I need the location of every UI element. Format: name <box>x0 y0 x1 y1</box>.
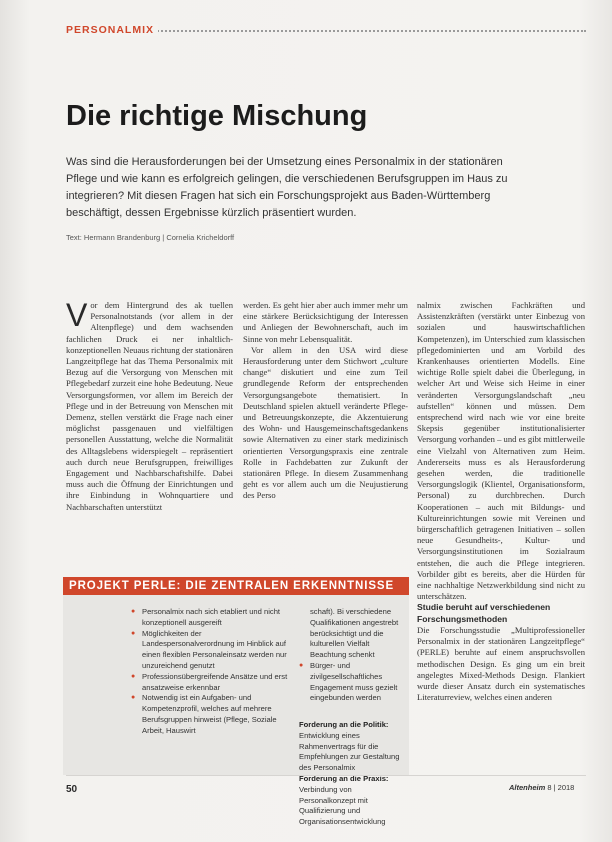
text-column-3 <box>417 300 585 703</box>
text-column-1 <box>66 297 233 513</box>
list-item: ● Professionsübergreifende Ansätze und erst ansatzweise erkennbar <box>131 672 289 694</box>
magazine-name: Altenheim <box>509 783 546 792</box>
section-label <box>66 20 586 36</box>
author-credits: Text: Hermann Brandenburg | Cornelia Kricheldorff <box>66 233 235 242</box>
column-2-paragraph-2: Vor allem in den USA wird diese Herausforderung unter dem Stichwort „culture change“ diskutiert und eine zum Teil grundlegende Reform der entsprechenden Versorgungsangebote thematisiert. In Deutschland spielen aktuell veränderte Pflege- und Betreuungskonzepte, die Akzentuierung des Wohn- und Hausgemeinschaftsgedankens sowie Alternativen zu einer stark medizinisch orientierten Versorgungspraxis eine zentrale Rolle in Fachdebatten zur Zukunft der stationären Pflege. In diesem Zusammenhang geht es vor allem auch um die Neujustierung des Perso <box>243 344 408 501</box>
column-3-subhead: Studie beruht auf verschiedenen Forschungsmethoden <box>417 602 551 624</box>
footer-rule <box>66 775 586 776</box>
issue-number: 8 | 2018 <box>547 783 575 792</box>
demand-practice-label: Forderung an die Praxis: <box>299 773 389 783</box>
list-item: ● Personalmix nach sich etabliert und nicht konzeptionell ausgereift <box>131 607 289 629</box>
list-item: ● Notwendig ist ein Aufgaben- und Kompetenzprofil, welches auf mehrere Berufsgruppen hinweist (Pflege, Soziale Arbeit, Hauswirt <box>131 693 289 736</box>
info-box-title: PROJEKT PERLE: DIE ZENTRALEN ERKENNTNISSE <box>63 577 409 595</box>
list-item-continuation: schaft). Bi verschiedene Qualifikationen angestrebt berücksichtigt und die kulturellen Vielfalt Beachtung schenkt <box>310 607 399 660</box>
list-item: ● Bürger- und zivilgesellschaftliches Engagement muss gezielt eingebunden werden <box>299 661 403 704</box>
info-box-demands <box>299 720 405 828</box>
text-column-2 <box>243 300 408 502</box>
magazine-issue <box>509 783 574 792</box>
column-3-text: nalmix zwischen Fachkräften und Assistenzkräften (verstärkt unter Einbezug von sozialen und hauswirtschaftlichen Kompetenzen), im Unterschied zum klassischen pflegedominierten und am Vorbild des Krankenhauses orientierten Modells. Eine wichtige Rolle spielt dabei die Überlegung, in welcher Art und Weise sich Heime in einer veränderten Versorgungslandschaft „neu aufstellen“ können und müssen. Dem entsprechend wird nach wie vor eine breite Skepsis gegenüber institutionalisierter Versorgung vorhanden – und es gibt mittlerweile eine Vielzahl von Alternativen zum Heim. Andererseits muss es als Herausforderung gesehen werden, die traditionelle Versorgungslogik (Klientel, Organisationsform, Personal) zu durchbrechen. Durch Kooperationen – auch mit Bildungs- und Kultureinrichtungen sowie mit Vereinen und bürgerschaftlich getragenen Initiativen – sollen neue Gesundheits-, Kultur- und Versorgungsinstitutionen im Sozialraum entstehen, die auch die Pflege integrieren. Vorbilder gibt es bereits, aber die Hürden für eine nachhaltige Netzwerkbildung sind nicht zu unterschätzen. <box>417 300 585 602</box>
article-intro: Was sind die Herausforderungen bei der Umsetzung eines Personalmix in der stationären Pflege und wie kann es erfolgreich gelingen, die verschiedenen Berufsgruppen im Haus zu integrieren? Mit diesen Fragen hat sich ein Forschungsprojekt aus Baden-Württemberg beschäftigt, dessen Ergebnisse kürzlich präsentiert wurden. <box>66 156 508 219</box>
drop-cap: V <box>66 297 88 333</box>
section-name: PERSONALMIX <box>66 24 158 36</box>
list-item: ● Möglichkeiten der Landespersonalverordnung im Hinblick auf einen flexiblen Personaleinsatz werden nur unzureichend genutzt <box>131 629 289 672</box>
demand-practice-text: Verbindung von Personalkonzept mit Qualifizierung und Organisationsentwicklung <box>299 784 386 827</box>
info-box-right-list <box>299 607 403 704</box>
article-title: Die richtige Mischung <box>66 100 368 132</box>
info-box-left-list <box>131 607 289 737</box>
demand-politics-text: Entwicklung eines Rahmenvertrags für die Empfehlungen zur Gestaltung des Personalmix <box>299 730 400 773</box>
column-3-paragraph-2: Die Forschungsstudie „Multiprofessioneller Personalmix in der stationären Langzeitpflege“ (PERLE) beruhte auf einem anspruchsvollen methodischen Design. Es ging um ein breit angelegtes Mixed-Methods Design. Flankiert wurde dieser Ansatz durch ein systematisches Literaturreview, welches einen anderen <box>417 624 585 703</box>
demand-politics-label: Forderung an die Politik: <box>299 720 389 729</box>
column-2-text: werden. Es geht hier aber auch immer mehr um eine stärkere Berücksichtigung der Interessen und Anliegen der Bewohnerschaft, auch im Sinne von mehr Lebensqualität. <box>243 300 408 344</box>
column-1-text: or dem Hintergrund des ak tuellen Personalnotstands (vor allem in der Altenpflege) und dem wachsenden fachlichen Druck ei ner inhaltlich-konzeptionellen Neuaus richtung der stationären Langzeitpflege hat das Thema Personalmix mit Bezug auf die Versorgung von Menschen mit Pflegebedarf zurzeit eine hohe Bedeutung. Neue Versorgungsformen, vor allem im Bereich der Pflege und in der Betreuung von Menschen mit Demenz, stellen verstärkt die Frage nach einer möglichst passgenauen und vielfältigen personellen Ausstattung, welche die Normalität des Alltagslebens widerspiegelt – repräsentiert auch durch neue Berufsgruppen, freiwilliges Engagement und Nachbarschaftshilfe. Dabei muss auch die Öffnung der Einrichtungen und ihre Einbindung in Wohnquartiere und Nachbarschaften unterstützt <box>66 300 233 512</box>
page-number: 50 <box>66 784 78 795</box>
